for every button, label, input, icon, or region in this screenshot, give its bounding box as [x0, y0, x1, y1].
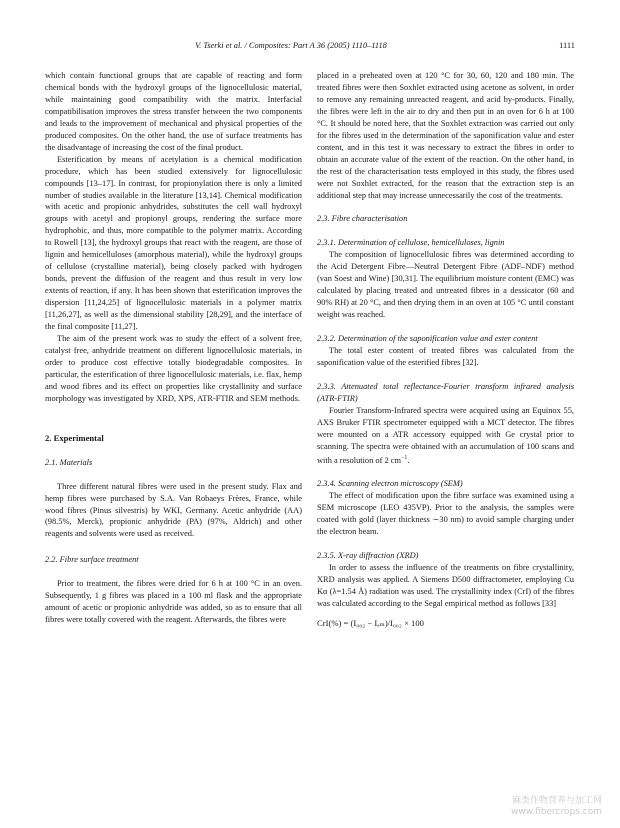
subsection-heading: 2.3. Fibre characterisation	[317, 214, 408, 224]
paragraph: In order to assess the influence of the treatments on fibre crystallinity, XRD analysis was applied. A Siemens D500 diffractometer, employing Cu Kα (λ=1.54 Å) radiation was used. The crystallinity index (CrI) of the fibres was calculated according to the Segal empirical method as follows [33]	[317, 563, 574, 609]
paragraph: The aim of the present work was to study the effect of a solvent free, catalyst free, anhydride treatment on different lignocellulosic materials, in order to produce cost effective totally biodegradable composites. In particular, the esterification of three lignocellulosic materials, i.e. flax, hemp and wood fibres and its effect on properties like crystallinity and surface morphology was investigated by XRD, XPS, ATR-FTIR and SEM methods.	[45, 333, 302, 403]
paragraph: The effect of modification upon the fibre surface was examined using a SEM microscope (LEO 435VP). Prior to the analysis, the samples were coated with gold (layer thickness ∼30 nm) to avoid sample charging under the electron beam.	[317, 491, 574, 537]
paragraph: Esterification by means of acetylation is a chemical modification procedure, which has been studied extensively for lignocellulosic compounds [13–17]. In contrast, for propionylation there is only a limited number of studies available in the literature [13,14]. Chemical modification with acetic and propionic anhydrides, substitutes the cell wall hydroxyl groups with acetyl and propionyl groups, rendering the surface more hydrophobic, and thus, more compatible to the polymer matrix. According to Rowell [13], the hydroxyl groups that react with the reagent, are those of lignin and hemicelluloses (amorphous material), while the hydroxyl groups of cellulose (crystalline material), being closely packed with hydrogen bonds, prevent the diffusion of the reagent and thus result in very low extents of reaction, if any. It has been shown that esterification improves the dispersion [11,24,25] of lignocellulosic materials in a polymer matrix [11,26,27], as well as the dimensional stability [28,29], and the interface of the final composite [11,27].	[45, 154, 302, 332]
right-column	[317, 70, 574, 630]
subsection-heading: 2.2. Fibre surface treatment	[45, 555, 139, 565]
paragraph: Three different natural fibres were used in the present study. Flax and hemp fibres were purchased by S.A. Van Robaeys Frères, France, while wood fibres (Pinus silvestris) by WKI, Germany. Acetic anhydride (AA) (98.5%, Merck), propionic anhydride (PA) (97%, Aldrich) and other reagents and solvents were used as received.	[45, 481, 302, 539]
atr-superscript: −1	[400, 454, 408, 461]
watermark	[511, 796, 602, 818]
running-title: V. Tserki et al. / Composites: Part A 36 (2005) 1110–1118	[195, 41, 387, 50]
paragraph: placed in a preheated oven at 120 °C for 30, 60, 120 and 180 min. The treated fibres were then Soxhlet extracted using acetone as solvent, in order to remove any remaining unreacted reagent, and acid by-products. Finally, the fibres were left in the air to dry and then put in an oven for 6 h at 100 °C. It should be noted here, that the Soxhlet extraction was carried out only for the fibres used in the determination of the saponification value and ester content, and in this test it was necessary to extract the fibres in order to obtain an accurate value of the extent of the reaction. On the other hand, in the rest of the characterisation tests employed in this study, the fibres used were not Soxhlet extracted, for the reason that the extraction step is an additional step that may increase unnecessarily the cost of the treatments.	[317, 71, 574, 200]
left-column	[45, 70, 302, 626]
watermark-line: www.fibercrops.com	[511, 807, 602, 817]
paragraph: The composition of lignocellulosic fibres was determined according to the Acid Detergent Fibre—Neutral Detergent Fibre (ADF–NDF) method (van Soest and Wine) [30,31]. The equilibrium moisture content (EMC) was calculated by placing treated and untreated fibres in a dessicator (60 and 90% RH) at 20 °C, and then drying them in an oven at 105 °C until constant weight was reached.	[317, 250, 574, 320]
subsubsection-heading: 2.3.1. Determination of cellulose, hemicelluloses, lignin	[317, 238, 505, 248]
running-header	[45, 41, 575, 55]
subsubsection-heading: 2.3.3. Attenuated total reflectance-Fourier transform infrared analysis (ATR-FTIR)	[317, 381, 574, 403]
paragraph: The total ester content of treated fibres was calculated from the saponification value of the esterified fibres [32].	[317, 346, 574, 368]
section-heading: 2. Experimental	[45, 432, 104, 443]
watermark-line: 麻类作物营养与加工网	[511, 796, 602, 806]
paragraph: Prior to treatment, the fibres were dried for 6 h at 100 °C in an oven. Subsequently, 1 g fibres was placed in a 100 ml flask and the appropriate amount of acetic or propionic anhydride was added, so as to ensure that all fibres were totally covered with the reagent. Afterwards, the fibres were	[45, 579, 302, 625]
subsubsection-heading: 2.3.4. Scanning electron microscopy (SEM)	[317, 479, 463, 489]
page-number: 1111	[559, 41, 575, 50]
atr-text: Fourier Transform-Infrared spectra were acquired using an Equinox 55, AXS Bruker FTIR spectrometer equipped with a MCT detector. The fibres were mounted on a ATR accessory equipped with Ge crystal prior to scanning. The spectra were obtained with an accumulation of 100 scans and with a resolution of 2 cm	[317, 405, 574, 465]
equation: CrI(%) = (I₀₀₂ − Iₐₘ)/I₀₀₂ × 100	[317, 617, 424, 628]
subsection-heading: 2.1. Materials	[45, 457, 93, 467]
paragraph: which contain functional groups that are capable of reacting and form chemical bonds with the hydroxyl groups of the lignocellulosic material, while maintaining good compatibility with the matrix. Interfacial compatibilisation improves the stress transfer between the two components and leads to the improvement of mechanical and physical properties of the produced composites. On the other hand, the use of surface treatments has the disadvantage of increasing the cost of the final product.	[45, 71, 302, 152]
subsubsection-heading: 2.3.5. X-ray diffraction (XRD)	[317, 551, 419, 561]
paragraph	[317, 405, 574, 467]
subsubsection-heading: 2.3.2. Determination of the saponification value and ester content	[317, 334, 538, 344]
atr-text-end: .	[407, 455, 410, 465]
